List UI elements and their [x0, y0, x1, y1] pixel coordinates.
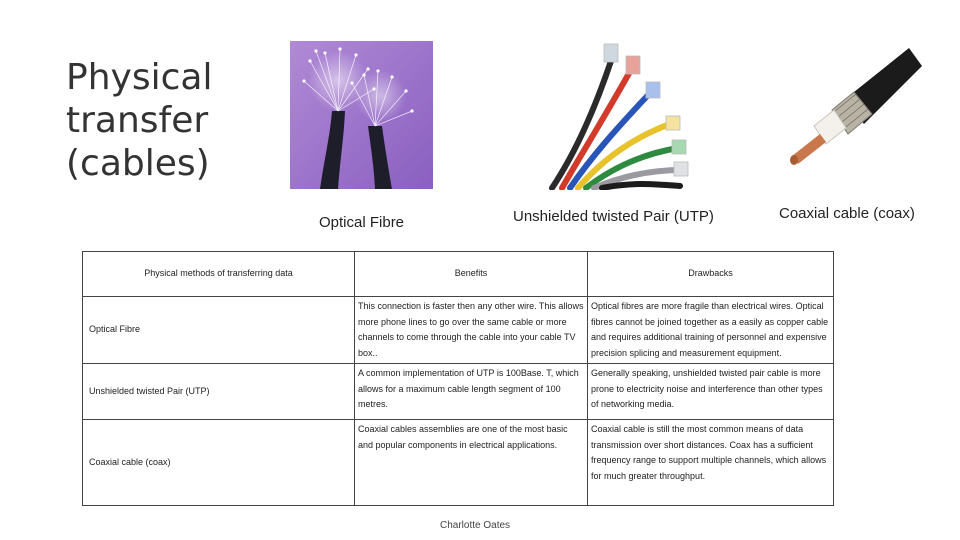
- comparison-table: [82, 251, 834, 506]
- table-row: [83, 420, 834, 506]
- method-cell: Unshielded twisted Pair (UTP): [83, 364, 355, 420]
- table-row: [83, 297, 834, 364]
- utp-caption: Unshielded twisted Pair (UTP): [513, 208, 714, 225]
- coax-cable-image: [784, 40, 922, 188]
- slide-title: [66, 56, 212, 185]
- title-line: Physical: [66, 57, 213, 98]
- utp-cables-image: [542, 38, 690, 190]
- table-header-row: [83, 252, 834, 297]
- benefits-cell: A common implementation of UTP is 100Base. T, which allows for a maximum cable length segment of 100 metres.: [355, 364, 588, 420]
- title-line: transfer: [66, 100, 209, 141]
- benefits-cell: This connection is faster then any other wire. This allows more phone lines to go over the same cable or more channels to come through the cable into your cable TV box..: [355, 297, 588, 364]
- title-line: (cables): [66, 143, 210, 184]
- column-header-benefits: Benefits: [355, 252, 588, 297]
- method-cell: Coaxial cable (coax): [83, 420, 355, 506]
- author-footer: Charlotte Oates: [440, 520, 511, 531]
- optical-fibre-image: [290, 41, 433, 189]
- drawbacks-cell: Coaxial cable is still the most common means of data transmission over short distances. Coax has a sufficient frequency range to support multiple channels, which allows for much greater throughput.: [588, 420, 834, 506]
- benefits-cell: Coaxial cables assemblies are one of the most basic and popular components in electrical applications.: [355, 420, 588, 506]
- drawbacks-cell: Optical fibres are more fragile than electrical wires. Optical fibres cannot be joined together as a easily as copper cable and requires additional training of personnel and expensive precision splicing and measurement equipment.: [588, 297, 834, 364]
- table-row: [83, 364, 834, 420]
- drawbacks-cell: Generally speaking, unshielded twisted pair cable is more prone to electricity noise and interference than other types of networking media.: [588, 364, 834, 420]
- coax-caption: Coaxial cable (coax): [779, 205, 915, 222]
- column-header-drawbacks: Drawbacks: [588, 252, 834, 297]
- optical-fibre-caption: Optical Fibre: [319, 214, 405, 231]
- column-header-method: Physical methods of transferring data: [83, 252, 355, 297]
- method-cell: Optical Fibre: [83, 297, 355, 364]
